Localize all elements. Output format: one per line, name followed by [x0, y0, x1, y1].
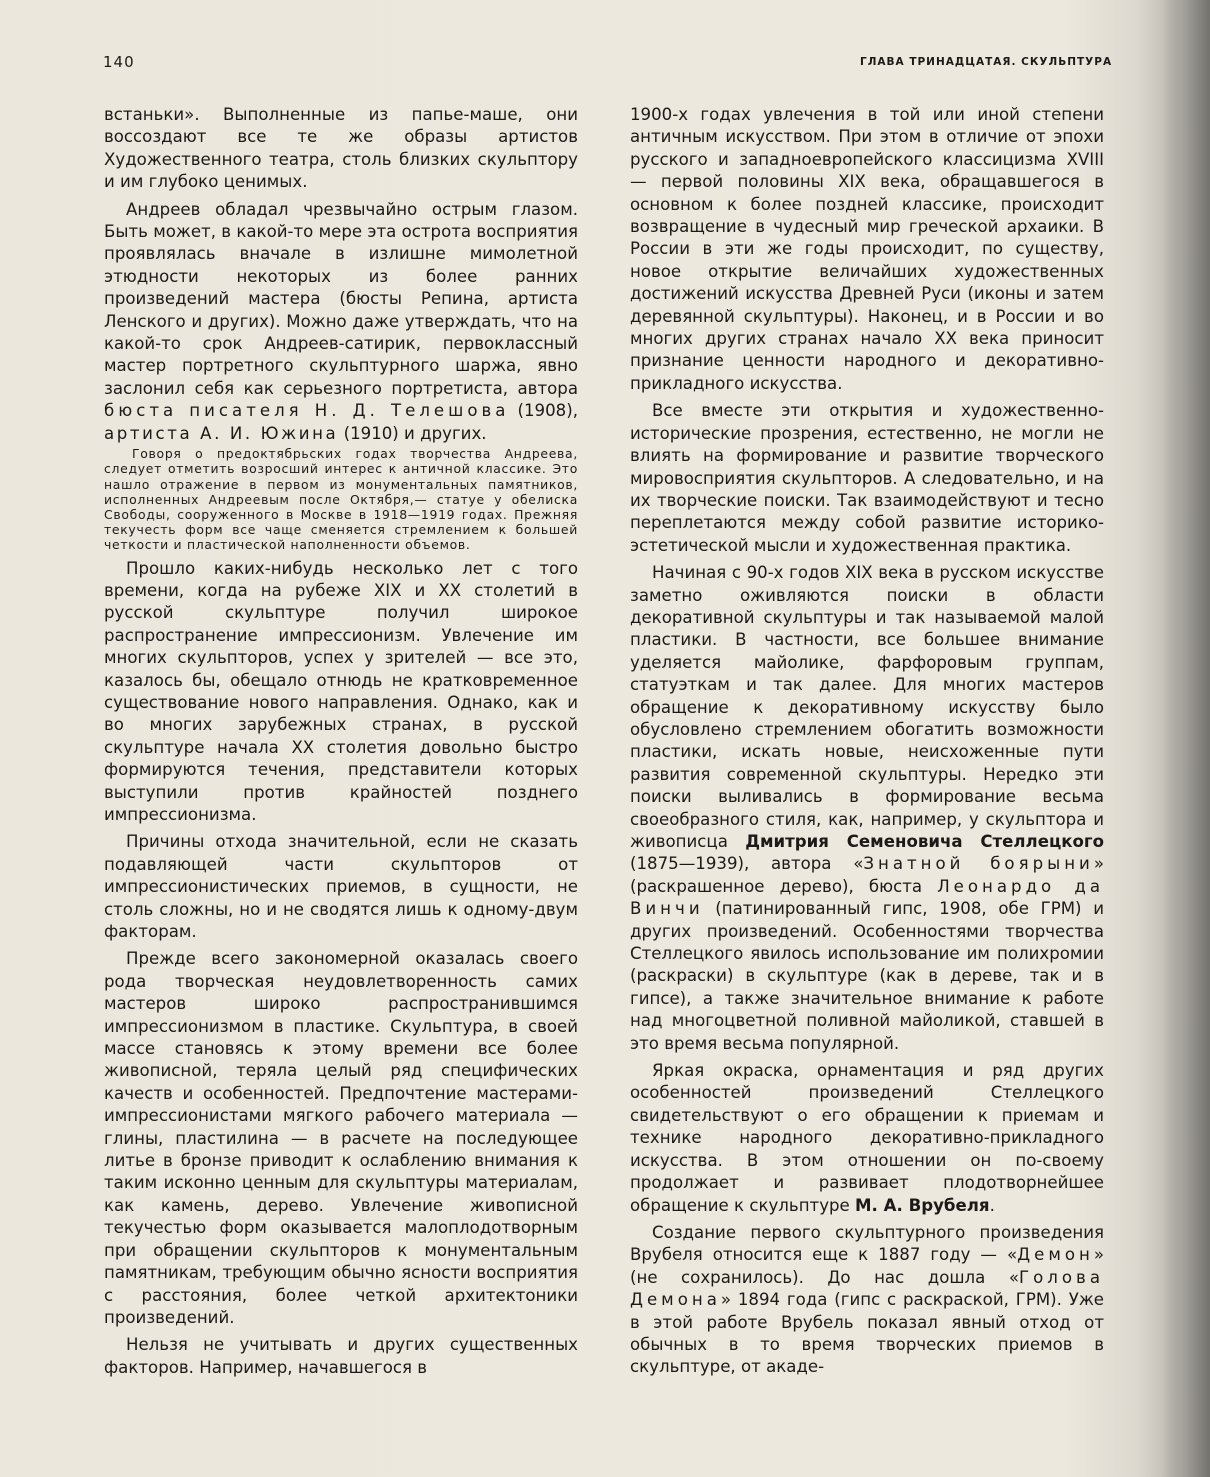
emphasis-text: бюста писателя Н. Д. Телешова	[104, 401, 510, 421]
paragraph: 1900-х годах увлечения в той или иной степени античным искусством. При этом в отличие от эпохи русского и западноевропейского классицизма XVIII — первой половины XIX века, обращавшегося в основном к более поздней классике, происходит возвращение в чудесный мир греческой архаики. В России в эти же годы происходит, по существу, новое открытие величайших художественных достижений искусства Древней Руси (иконы и затем деревянной скульптуры). Наконец, и в России и во многих других странах начало XX века приносит признание ценности народного и декоративно-прикладного искусства.	[630, 105, 1104, 393]
page-edge-shadow	[1162, 0, 1210, 1477]
paragraph: Яркая окраска, орнаментация и ряд других особенностей произведений Стеллецкого свидетельствуют о его обращении к приемам и технике народного декоративно-прикладного искусства. В этом отношении он по-своему продолжает и развивает плодотворнейшее обращение к скульптуре М. А. Врубеля.	[630, 1061, 1104, 1215]
page-number: 140	[103, 53, 135, 71]
left-column	[104, 104, 578, 1379]
paragraph: Создание первого скульптурного произведения Врубеля относится еще к 1887 году — «Демон» (не сохранилось). До нас дошла «Голова Демона» 1894 года (гипс с раскраской, ГРМ). Уже в этой работе Врубель показал явный отход от обычных в то время творческих приемов в скульптуре, от акаде-	[630, 1222, 1104, 1377]
paragraph: Все вместе эти открытия и художественно-исторические прозрения, естественно, не могли не влиять на формирование и развитие творческого мировосприятия скульпторов. А следовательно, и на их творческие поиски. Так взаимодействуют и тесно переплетаются между собой развитие историко-эстетической мысли и художественная практика.	[630, 401, 1104, 555]
paragraph: Нельзя не учитывать и других существенных факторов. Например, начавшегося в	[104, 1335, 578, 1377]
artist-name: М. А. Врубеля	[855, 1195, 990, 1215]
emphasis-text: Голова Демона	[630, 1267, 1104, 1310]
emphasis-text: Знатной боярыни	[863, 854, 1094, 874]
paragraph: встаньки». Выполненные из папье-маше, они воссоздают все те же образы артистов Художественного театра, столь близких скульптору и им глубоко ценимых.	[104, 105, 578, 192]
emphasis-text: Леонардо да Винчи	[630, 876, 1104, 919]
right-column	[630, 104, 1104, 1379]
emphasis-text: артиста А. И. Южина	[104, 423, 339, 443]
paragraph: Андреев обладал чрезвычайно острым глазом. Быть может, в какой-то мере эта острота восприятия проявлялась вначале в излишне мимолетной этюдности некоторых из более ранних произведений мастера (бюсты Репина, артиста Ленского и других). Можно даже утверждать, что на какой-то срок Андреев-сатирик, первоклассный мастер портретного скульптурного шаржа, явно заслонил себя как серьезного портретиста, автора бюста писателя Н. Д. Телешова (1908), артиста А. И. Южина (1910) и других.	[104, 199, 578, 443]
artist-name: Дмитрия Семеновича Стеллецкого	[745, 832, 1104, 851]
small-print-note: Говоря о предоктябрьских годах творчества Андреева, следует отметить возросший интерес к античной классике. Это нашло отражение в первом из монументальных памятников, исполненных Андреевым после Октября,— статуе у обелиска Свободы, сооруженного в Москве в 1918—1919 годах. Прежняя текучесть форм все чаще сменяется стремлением к большей четкости и пластической наполненности объемов.	[104, 446, 578, 553]
paragraph: Начиная с 90-х годов XIX века в русском искусстве заметно оживляются поиски в области декоративной скульптуры и так называемой малой пластики. В частности, все большее внимание уделяется майолике, фарфоровым группам, статуэткам и так далее. Для многих мастеров обращение к декоративному искусству было обусловлено стремлением обогатить возможности пластики, искать новые, неисхоженные пути развития современной скульптуры. Нередко эти поиски выливались в формирование весьма своеобразного стиля, как, например, у скульптора и живописца Дмитрия Семеновича Стеллецкого (1875—1939), автора «Знатной боярыни» (раскрашенное дерево), бюста Леонардо да Винчи (патинированный гипс, 1908, обе ГРМ) и других произведений. Особенностями творчества Стеллецкого явилось использование им полихромии (раскраски) в скульптуре (как в дереве, так и в гипсе), а также значительное внимание к работе над многоцветной поливной майоликой, ставшей в это время весьма популярной.	[630, 563, 1104, 1053]
paragraph: Прежде всего закономерной оказалась своего рода творческая неудовлетворенность самих мастеров широко распространившимся импрессионизмом в пластике. Скульптура, в своей массе становясь к этому времени все более живописной, теряла целый ряд специфических качеств и особенностей. Предпочтение мастерами-импрессионистами мягкого рабочего материала — глины, пластилина — в расчете на последующее литье в бронзе приводит к ослаблению внимания к таким исконно ценным для скульптуры материалам, как камень, дерево. Увлечение живописной текучестью форм оказывается малоплодотворным при обращении скульпторов к монументальным памятникам, требующим обычно ясности восприятия с расстояния, более четкой архитектоники произведений.	[104, 949, 578, 1327]
paragraph: Прошло каких-нибудь несколько лет с того времени, когда на рубеже XIX и XX столетий в русской скульптуре получил широкое распространение импрессионизм. Увлечение им многих скульпторов, успех у зрителей — все это, казалось бы, обещало отнюдь не кратковременное существование нового направления. Однако, как и во многих зарубежных странах, в русской скульптуре начала XX столетия довольно быстро формируются течения, представители которых выступили против крайностей позднего импрессионизма.	[104, 558, 578, 824]
running-head: ГЛАВА ТРИНАДЦАТАЯ. СКУЛЬПТУРА	[860, 56, 1113, 68]
emphasis-text: Демон	[1017, 1245, 1094, 1265]
paragraph: Причины отхода значительной, если не сказать подавляющей части скульпторов от импрессионистических приемов, в сущности, не столь сложны, но и не сводятся лишь к одному-двум факторам.	[104, 832, 578, 942]
